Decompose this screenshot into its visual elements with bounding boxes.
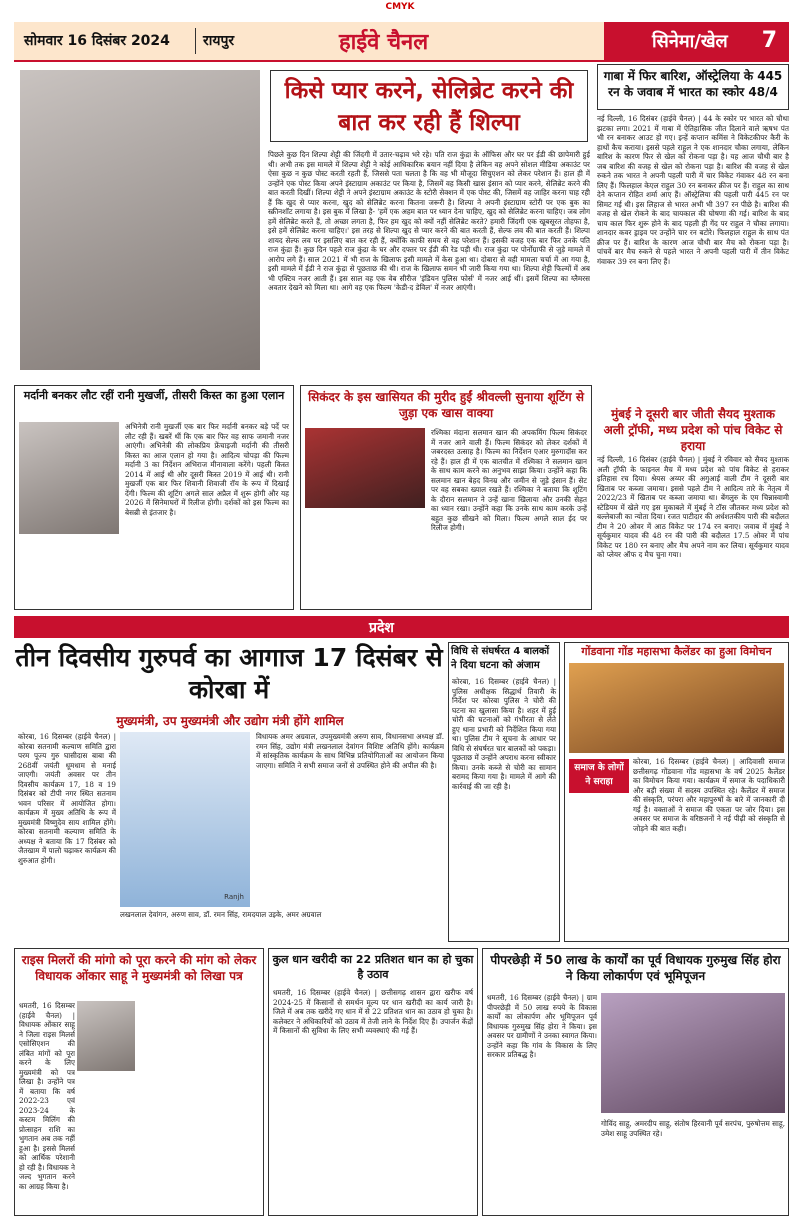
page-number: 7 bbox=[761, 28, 777, 53]
pradesh-band bbox=[14, 616, 789, 638]
gondwana-body: कोरबा, 16 दिसम्बर (हाईवे चैनल) | आदिवासी समाज छत्तीसगढ़ गोंडवाना गोंड महासभा के वर्ष 2025 कैलेंडर का विमोचन किया गया। कार्यक्रम में समाज के पदाधिकारी और बड़ी संख्या में सदस्य उपस्थित रहे। कैलेंडर में समाज की संस्कृति, परंपरा और महापुरुषों के बारे में जानकारी दी गई है। वक्ताओं ने समाज की एकता पर जोर दिया। इस अवसर पर समाज के वरिष्ठजनों ने नई पीढ़ी को संस्कृति से जोड़ने की बात कही। bbox=[633, 757, 785, 833]
mumbai-body: नई दिल्ली, 16 दिसंबर (हाईवे चैनल) | मुंबई ने रविवार को सैयद मुश्ताक अली ट्रॉफी के फाइनल मैच में मध्य प्रदेश को पांच विकेट से हराकर इतिहास रच दिया। श्रेयस अय्यर की अगुआई वाली टीम ने दूसरी बार खिताब पर कब्जा जमाया। इससे पहले टीम ने आदित्य तारे के नेतृत्व में 2022/23 में खिताब पर कब्जा जमाया था। बेंगलुरु के एम चिन्नास्वामी स्टेडियम में खेले गए इस मुकाबले में मुंबई ने टॉस जीतकर मध्य प्रदेश को बल्लेबाजी का न्योता दिया। रजत पाटीदार की अर्धशतकीय पारी की बदौलत टीम ने 20 ओवर में आठ विकेट पर 174 रन बनाए। जवाब में मुंबई ने सूर्यकुमार यादव की 48 रन की पारी की बदौलत 17.5 ओवर में पांच विकेट पर 180 रन बनाए और मैच अपने नाम कर लिया। सूर्यकुमार यादव को प्लेयर ऑफ द मैच चुना गया। bbox=[597, 455, 789, 559]
pradesh-caption: लखनलाल देवांगन, अरुण साव, डॉ. रमन सिंह, रामदयाल उइके, अमर अग्रवाल bbox=[120, 910, 322, 919]
calendar-photo bbox=[569, 663, 784, 753]
pipal-body: धमतरी, 16 दिसम्बर (हाईवे चैनल) | ग्राम पीपरछेड़ी में 50 लाख रुपये के विकास कार्यों का लोकार्पण और भूमिपूजन पूर्व विधायक गुरुमुख सिंह होरा ने किया। इस अवसर पर ग्रामीणों ने उनका स्वागत किया। उन्होंने कहा कि गांव के विकास के लिए सरकार प्रतिबद्ध है। bbox=[487, 993, 597, 1059]
shilpa-photo bbox=[20, 70, 260, 370]
sports-column bbox=[597, 64, 789, 665]
masthead bbox=[14, 22, 789, 62]
rice-body: धमतरी, 16 दिसम्बर (हाईवे चैनल) | विधायक ओंकार साहू ने जिला राइस मिलर्स एसोसिएशन की लंबित मांगों को पूरा करने के लिए मुख्यमंत्री को पत्र लिखा है। उन्होंने पत्र में बताया कि वर्ष 2022-23 एवं 2023-24 के कस्टम मिलिंग की प्रोत्साहन राशि का भुगतान अब तक नहीं हुआ है। इससे मिलर्स को आर्थिक परेशानी हो रही है। विधायक ने जल्द भुगतान करने का आग्रह किया है। bbox=[19, 1001, 75, 1191]
dhan-headline: कुल धान खरीदी का 22 प्रतिशत धान का हो चुका है उठाव bbox=[272, 953, 474, 981]
rashmika-photo bbox=[305, 428, 425, 508]
mardaani-headline: मर्दानी बनकर लौट रहीं रानी मुखर्जी, तीसरी किस्त का हुआ एलान bbox=[23, 389, 285, 402]
lead-headline: किसे प्यार करने, सेलिब्रेट करने की बात कर रही हैं शिल्पा bbox=[270, 70, 588, 142]
dhan-body: धमतरी, 16 दिसम्बर (हाईवे चैनल) | छत्तीसगढ़ शासन द्वारा खरीफ वर्ष 2024-25 में किसानों से समर्थन मूल्य पर धान खरीदी का कार्य जारी है। जिले में अब तक खरीदे गए धान में से 22 प्रतिशत धान का उठाव हो चुका है। कलेक्टर ने अधिकारियों को उठाव में तेजी लाने के निर्देश दिए हैं। उपार्जन केंद्रों में किसानों की सुविधा के लिए सभी व्यवस्थाएं की गई हैं। bbox=[273, 988, 473, 1035]
gaba-headline: गाबा में फिर बारिश, ऑस्ट्रेलिया के 445 रन के जवाब में भारत का स्कोर 48/4 bbox=[597, 64, 789, 110]
newspaper-logo: हाईवे चैनल bbox=[339, 30, 429, 55]
pradesh-body-2: विधायक अमर अग्रवाल, उपमुख्यमंत्री अरुण साव, विधानसभा अध्यक्ष डॉ. रमन सिंह, उद्योग मंत्री लखनलाल देवांगन विशिष्ट अतिथि होंगे। कार्यक्रम में सांस्कृतिक कार्यक्रम के साथ विभिन्न प्रतियोगिताओं का आयोजन किया जाएगा। समिति ने सभी समाज जनों से उपस्थित होने की अपील की है। bbox=[256, 732, 444, 770]
edition-city: रायपुर bbox=[203, 33, 235, 49]
print-mark: CMYK bbox=[385, 2, 415, 12]
guru-poster bbox=[120, 732, 250, 907]
pradesh-headline: तीन दिवसीय गुरुपर्व का आगाज 17 दिसंबर से कोरबा में bbox=[15, 643, 443, 704]
rice-headline: राइस मिलरों की मांगो को पूरा करने की मांग को लेकर विधायक ओंकार साहू ने मुख्यमंत्री को लिखा पत्र bbox=[21, 953, 257, 983]
poster-label: Ranjh bbox=[224, 893, 244, 901]
pipal-caption: गोविंद साहू, अमरदीप साहू, संतोष हिरवानी पूर्व सरपंच, पुरुषोत्तम साहू, उमेश साहू उपस्थित रहे। bbox=[601, 1119, 785, 1138]
gondwana-box bbox=[564, 642, 789, 942]
sikandar-headline: सिकंदर के इस खासियत की मुरीद हुईं श्रीवल्ली सुनाया शूटिंग से जुड़ा एक खास वाक्या bbox=[308, 390, 584, 420]
mardaani-body: अभिनेत्री रानी मुखर्जी एक बार फिर मर्दानी बनकर बड़े पर्दे पर लौट रही हैं। खबरें थीं कि एक बार फिर वह साफ जमानी नजर आएंगी। अभिनेत्री की लोकप्रिय फ्रेंचाइजी मर्दानी की तीसरी किस्त का आज एलान हो गया है। आदित्य चोपड़ा की फिल्म मर्दानी 3 का निर्देशन अभिराज मीनावाला करेंगे। पहली किस्त 2014 में आई थी और दूसरी किस्त 2019 में आई थी। रानी मुखर्जी एक बार फिर शिवानी शिवाजी रॉय के रूप में दिखाई देंगी। फिल्म की शूटिंग अगले साल अप्रैल में शुरू होगी और यह 2026 में सिनेमाघरों में रिलीज होगी। दर्शकों को इस फिल्म का बेसब्री से इंतजार है। bbox=[125, 422, 289, 517]
sikandar-body: रश्मिका मंदाना सलमान खान की अपकमिंग फिल्म सिकंदर में नजर आने वाली हैं। फिल्म सिकंदर को लेकर दर्शकों में जबरदस्त उत्साह है। फिल्म का निर्देशन एआर मुरुगादॉस कर रहे हैं। हाल ही में एक बातचीत में रश्मिका ने सलमान खान के साथ काम करने का अनुभव साझा किया। उन्होंने कहा कि सलमान खान बेहद विनम्र और जमीन से जुड़े इंसान हैं। सेट पर वह सबका ख्याल रखते हैं। रश्मिका ने बताया कि शूटिंग के दौरान सलमान ने उन्हें खाना खिलाया और उनकी सेहत का ध्यान रखा। उन्होंने कहा कि उनके साथ काम करके उन्हें बहुत कुछ सीखने को मिला। फिल्म अगले साल ईद पर रिलीज होगी। bbox=[431, 428, 587, 532]
rani-photo bbox=[19, 422, 119, 534]
pradesh-body-1: कोरबा, 16 दिसम्बर (हाईवे चैनल) | कोरबा सतनामी कल्याण समिति द्वारा परम पूज्य गुरु घासीदास बाबा की 268वीं जयंती धूमधाम से मनाई जाएगी। जयंती अवसर पर तीन दिवसीय कार्यक्रम 17, 18 व 19 दिसंबर को टीपी नगर स्थित सतनाम भवन परिसर में आयोजित होगा। कार्यक्रम में मुख्य अतिथि के रूप में मुख्यमंत्री विष्णुदेव साय शामिल होंगे। कोरबा सतनामी कल्याण समिति के अध्यक्ष ने बताया कि 17 दिसंबर को जैतखाम में पालो चढ़ाकर कार्यक्रम की शुरुआत होगी। bbox=[18, 732, 116, 865]
pipal-headline: पीपरछेड़ी में 50 लाख के कार्यों का पूर्व विधायक गुरुमुख सिंह होरा ने किया लोकार्पण एवं भूमिपूजन bbox=[490, 953, 781, 983]
pipal-box bbox=[482, 948, 789, 1216]
vidhi-body: कोरबा, 16 दिसम्बर (हाईवे चैनल) | पुलिस अधीक्षक सिद्धार्थ तिवारी के निर्देश पर कोरबा पुलिस ने चोरी की घटना का खुलासा किया है। शहर में हुई चोरी की घटनाओं को गंभीरता से लेते हुए थाना प्रभारी को निर्देशित किया गया था। पुलिस टीम ने सूचना के आधार पर विधि से संघर्षरत चार बालकों को पकड़ा। पूछताछ में उन्होंने अपराध करना स्वीकार किया। उनके कब्जे से चोरी का सामान बरामद किया गया है। मामले में आगे की कार्रवाई की जा रही है। bbox=[452, 677, 557, 791]
pipal-photo bbox=[601, 993, 785, 1113]
sikandar-box bbox=[300, 385, 592, 610]
mumbai-headline: मुंबई ने दूसरी बार जीती सैयद मुश्ताक अली ट्रॉफी, मध्य प्रदेश को पांच विकेट से हराया bbox=[603, 407, 783, 453]
gondwana-tag: समाज के लोगों ने सराहा bbox=[569, 759, 629, 793]
lead-body: पिछले कुछ दिन शिल्पा शेट्टी की जिंदगी में उतार-चढ़ाव भरे रहे। पति राज कुंद्रा के ऑफिस और घर पर ईडी की छापेमारी हुई थी। अभी तक इस मामले में शिल्पा शेट्टी ने कोई आधिकारिक बयान नहीं दिया है लेकिन वह अपने सोशल मीडिया अकाउंट पर ऐसा कुछ न कुछ पोस्ट करती रहती हैं, जिससे पता चलता है कि वह भी मौजूदा सिचुएशन को लेकर परेशान हैं। हाल ही में उन्होंने एक पोस्ट किया अपने इंस्टाग्राम अकाउंट पर किया है, जिसमें वह किसी खास इंसान को प्यार करने, सेलिब्रेट करने की बात करती दिखीं। शिल्पा शेट्टी ने अपने इंस्टाग्राम अकाउंट के स्टोरी सेक्शन में एक पोस्ट की, जिसमें वह जाहिर करना चाह रही हैं कि खुद से प्यार करना, खुद को सेलिब्रेट करना कितना जरूरी है। शिल्पा ने अपनी इंस्टाग्राम स्टोरी पर एक बुक का स्क्रीनशॉट लगाया है। इस बुक में लिखा है- 'हमें एक अहम बात पर ध्यान देना चाहिए, खुद को सेलिब्रेट करना चाहिए। जब लोग हमें सेलिब्रेट करते हैं, तो अच्छा लगता है, फिर हम खुद को क्यों नहीं सेलिब्रेट करते? हमारी जिंदगी एक खूबसूरत तोहफा है, इसे हमें सेलिब्रेट करना चाहिए।' इस तरह से शिल्पा खुद से प्यार करने की बात करती हैं, सेल्फ लव की बात करती हैं। शिल्पा शायद सेल्फ लव पर इसलिए बात कर रही हैं, क्योंकि काफी समय से वह परेशान हैं। इसकी वजह एक बार फिर उनके पति राज कुंद्रा हैं। कुछ दिन पहले राज कुंद्रा के घर और दफ्तर पर ईडी की रेड पड़ी थी। राज कुंद्रा पर पोर्नोग्राफी से जुड़े मामले में आरोप लगे हैं। साल 2021 में भी राज के खिलाफ इसी मामले में केस हुआ था। दोबारा से वही मामला चर्चा में आ गया है, इसी मामले में ईडी ने राज कुंद्रा से पूछताछ की थी। राज के खिलाफ समन भी जारी किया गया था। शिल्पा शेट्टी फिल्मों में अब भी एक्टिव नजर आती हैं। इस साल वह एक वेब सीरीज 'इंडियन पुलिस फोर्स' में नजर आई थीं। इसमें शिल्पा का ग्लैमरस अवतार देखने को मिला था। आगे वह एक फिल्म 'केडी-द डेविल' में नजर आएंगी। bbox=[268, 150, 590, 292]
vidhi-headline: विधि से संघर्षरत 4 बालकों ने दिया घटना को अंजाम bbox=[451, 646, 550, 671]
omkar-photo bbox=[77, 1001, 135, 1071]
band-label: प्रदेश bbox=[369, 620, 394, 636]
dhan-box bbox=[268, 948, 478, 1216]
rice-box bbox=[14, 948, 264, 1216]
issue-date: सोमवार 16 दिसंबर 2024 bbox=[24, 33, 170, 49]
pradesh-subhead: मुख्यमंत्री, उप मुख्यमंत्री और उद्योग मंत्री होंगे शामिल bbox=[116, 714, 344, 728]
vidhi-box bbox=[448, 642, 560, 942]
divider bbox=[195, 28, 196, 54]
section-name: सिनेमा/खेल bbox=[652, 31, 728, 52]
gondwana-headline: गोंडवाना गोंड महासभा कैलेंडर का हुआ विमोचन bbox=[581, 645, 772, 658]
gaba-body: नई दिल्ली, 16 दिसंबर (हाईवे चैनल) | 44 के स्कोर पर भारत को चौथा झटका लगा। 2021 में गाबा में ऐतिहासिक जीत दिलाने वाले ऋषभ पंत भी रन बनाकर आउट हो गए। इन्हें कप्तान कमिंस ने विकेटकीपर कैरी के हाथों कैच कराया। इससे पहले राहुल ने एक शानदार चौका लगाया, लेकिन बारिश के कारण फिर से खेल को रोकना पड़ा है। यह आज चौथी बार है जब बारिश की वजह से खेल को रोकना पड़ा है। बारिश की वजह से खेल रुकने तक भारत ने अपनी पहली पारी में चार विकेट गंवाकर 48 रन बना लिए हैं। फिलहाल केएल राहुल 30 रन बनाकर क्रीज पर हैं। राहुल का साथ देने कप्तान रोहित शर्मा आए हैं। ऑस्ट्रेलिया की पहली पारी 445 रन पर सिमट गई थी। इस लिहाज से भारत अभी भी 397 रन पीछे है। बारिश की वजह से खेल रोकने के बाद चायकाल की घोषणा की गई। बारिश के बाद चाय काल फिर शुरू होने के बाद पहली ही गेंद पर राहुल ने चौका लगाया। शानदार कवर ड्राइव पर उन्होंने चार रन बटोरे। फिलहाल राहुल के साथ पंत क्रीज पर हैं। बारिश के कारण आज चौथी बार मैच को रोकना पड़ा है। पांचवें बार मैच रुकने से पहले भारत ने अपनी पहली पारी में तीन विकेट गंवाकर 39 रन बना लिए हैं। bbox=[597, 114, 789, 266]
mardaani-box bbox=[14, 385, 294, 610]
